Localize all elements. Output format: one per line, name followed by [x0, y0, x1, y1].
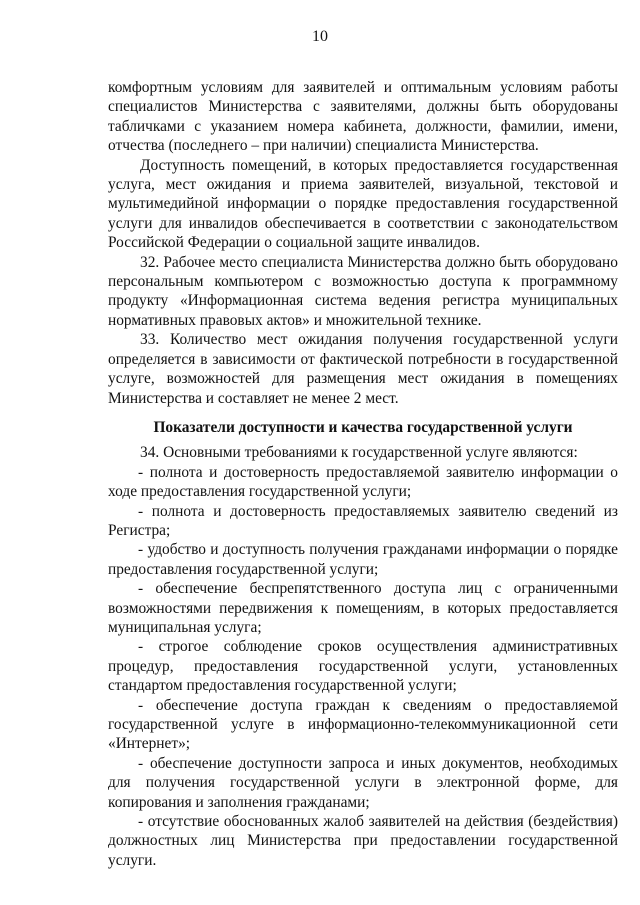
page-number: 10 — [312, 28, 328, 45]
list-item: - удобство и доступность получения гражданами информации о порядке предоставления государственной услуги; — [108, 541, 618, 578]
paragraph-32: 32. Рабочее место специалиста Министерства должно быть оборудовано персональным компьютером с возможностью доступа к программному продукту «Информационная система ведения регистра муниципальных нормативных правовых актов» и множительной технике. — [108, 253, 618, 329]
paragraph-34: 34. Основными требованиями к государственной услуге являются: — [140, 444, 578, 462]
paragraph-33: 33. Количество мест ожидания получения государственной услуги определяется в зависимости от фактической потребности в государственной услуге, возможностей для размещения мест ожидания в помещениях Министерства и составляет не менее 2 мест. — [108, 331, 618, 407]
list-item: - обеспечение доступа граждан к сведениям о предоставляемой государственной услуге в информационно-телекоммуникационной сети «Интернет»; — [108, 696, 618, 753]
document-body — [108, 78, 618, 870]
list-item: - обеспечение беспрепятственного доступа лиц с ограниченными возможностями передвижения к помещениям, в которых предоставляется муниципальная услуга; — [108, 580, 618, 636]
list-item: - строгое соблюдение сроков осуществления административных процедур, предоставления государственной услуги, установленных стандартом предоставления государственной услуги; — [108, 638, 618, 695]
paragraph-accessibility: Доступность помещений, в которых предоставляется государственная услуга, мест ожидания и приема заявителей, визуальной, текстовой и мультимедийной информации о порядке предоставления государственной услуги для инвалидов обеспечивается в соответствии с законодательством Российской Федерации о социальной защите инвалидов. — [108, 156, 618, 252]
list-item: - полнота и достоверность предоставляемых заявителю сведений из Регистра; — [108, 502, 618, 539]
paragraph-continuation: комфортным условиям для заявителей и оптимальным условиям работы специалистов Министерства с заявителями, должны быть оборудованы табличками с указанием номера кабинета, должности, фамилии, имени, отчества (последнего – при наличии) специалиста Министерства. — [108, 79, 618, 155]
section-heading: Показатели доступности и качества государственной услуги — [153, 418, 573, 436]
list-item: - отсутствие обоснованных жалоб заявителей на действия (бездействия) должностных лиц Министерства при предоставлении государственной услуги. — [108, 813, 618, 869]
list-item: - обеспечение доступности запроса и иных документов, необходимых для получения государственной услуги в электронной форме, для копирования и заполнения гражданами; — [108, 754, 618, 811]
list-item: - полнота и достоверность предоставляемой заявителю информации о ходе предоставления государственной услуги; — [108, 463, 618, 501]
